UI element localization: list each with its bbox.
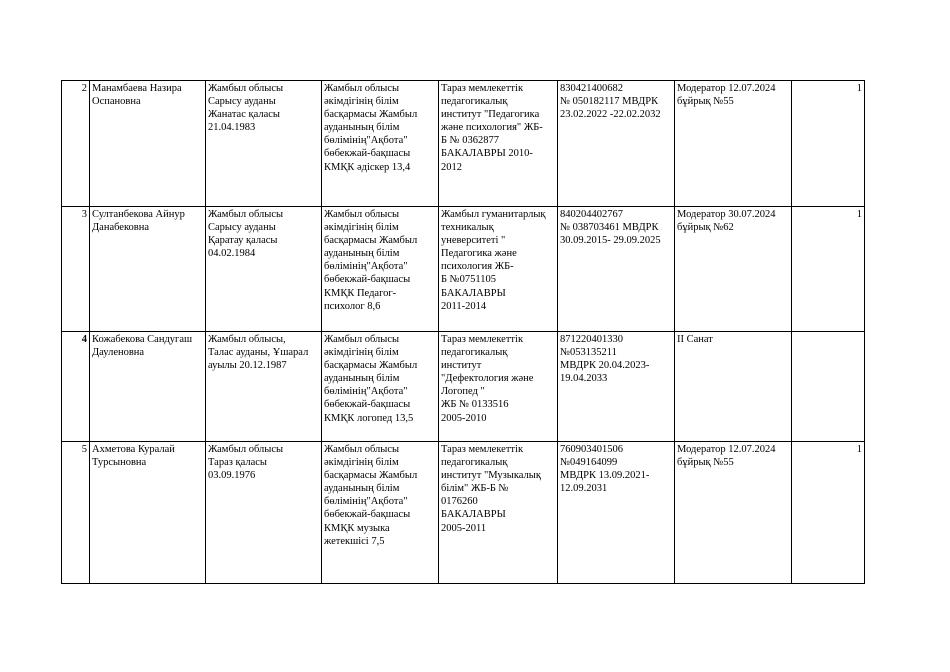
row-number: 5 [62, 442, 90, 584]
workplace-position: Жамбыл облысы әкімдігінің білім басқармасы Жамбыл ауданының білім бөлімінің"Ақбота" бөбекжай-бақшасы КМҚК әдіскер 13,4 [322, 81, 439, 207]
id-documents: 871220401330 №053135211 МВДРК 20.04.2023- 19.04.2033 [558, 332, 675, 442]
count-cell: 1 [792, 442, 865, 584]
count-cell: 1 [792, 81, 865, 207]
table-row [62, 442, 865, 584]
table-row [62, 332, 865, 442]
full-name: Султанбекова Айнур Данабековна [90, 207, 206, 332]
workplace-position: Жамбыл облысы әкімдігінің білім басқармасы Жамбыл ауданының білім бөлімінің"Ақбота" бөбекжай-бақшасы КМҚК музыка жетекшісі 7,5 [322, 442, 439, 584]
full-name: Манамбаева Назира Оспановна [90, 81, 206, 207]
row-number: 3 [62, 207, 90, 332]
education: Тараз мемлекеттік педагогикалық институт "Дефектология және Логопед " ЖБ № 0133516 2005-2010 [439, 332, 558, 442]
table-row [62, 207, 865, 332]
id-documents: 830421400682 № 050182117 МВДРК 23.02.2022 -22.02.2032 [558, 81, 675, 207]
count-cell: 1 [792, 207, 865, 332]
birth-place-date: Жамбыл облысы Сарысу ауданы Жанатас қаласы 21.04.1983 [206, 81, 322, 207]
full-name: Ахметова Куралай Турсыновна [90, 442, 206, 584]
count-cell [792, 332, 865, 442]
birth-place-date: Жамбыл облысы Сарысу ауданы Қаратау қаласы 04.02.1984 [206, 207, 322, 332]
workplace-position: Жамбыл облысы әкімдігінің білім басқармасы Жамбыл ауданының білім бөлімінің"Ақбота" бөбекжай-бақшасы КМҚК логопед 13,5 [322, 332, 439, 442]
row-number: 4 [62, 332, 90, 442]
qualification-category: ІІ Санат [675, 332, 792, 442]
id-documents: 760903401506 №049164099 МВДРК 13.09.2021- 12.09.2031 [558, 442, 675, 584]
full-name: Кожабекова Сандугаш Дауленовна [90, 332, 206, 442]
education: Жамбыл гуманитарлық техникалық уневерситеті " Педагогика және психология ЖБ- Б №0751105 БАКАЛАВРЫ 2011-2014 [439, 207, 558, 332]
staff-table [61, 80, 865, 584]
workplace-position: Жамбыл облысы әкімдігінің білім басқармасы Жамбыл ауданының білім бөлімінің"Ақбота" бөбекжай-бақшасы КМҚК Педагог- психолог 8,6 [322, 207, 439, 332]
qualification-category: Модератор 12.07.2024 бұйрық №55 [675, 81, 792, 207]
qualification-category: Модератор 12.07.2024 бұйрық №55 [675, 442, 792, 584]
education: Тараз мемлекеттік педагогикалық институт "Педагогика және психология" ЖБ- Б № 0362877 БАКАЛАВРЫ 2010- 2012 [439, 81, 558, 207]
id-documents: 840204402767 № 038703461 МВДРК 30.09.2015- 29.09.2025 [558, 207, 675, 332]
birth-place-date: Жамбыл облысы Тараз қаласы 03.09.1976 [206, 442, 322, 584]
education: Тараз мемлекеттік педагогикалық институт "Музыкалық білім" ЖБ-Б № 0176260 БАКАЛАВРЫ 2005-2011 [439, 442, 558, 584]
table-row [62, 81, 865, 207]
qualification-category: Модератор 30.07.2024 бұйрық №62 [675, 207, 792, 332]
row-number: 2 [62, 81, 90, 207]
birth-place-date: Жамбыл облысы, Талас ауданы, Ұшарал ауылы 20.12.1987 [206, 332, 322, 442]
